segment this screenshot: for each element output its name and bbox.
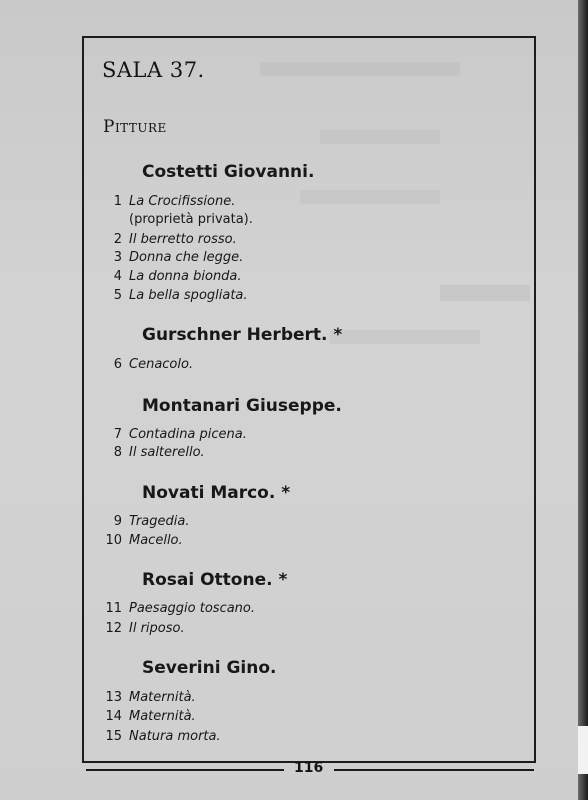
artist-name: Severini Gino. (142, 658, 277, 678)
page-number: 116 (294, 760, 324, 776)
work-number: 10 (105, 533, 122, 548)
sala-title: SALA 37. (102, 58, 205, 82)
footer-rule-left (86, 769, 284, 771)
work-number: 2 (113, 232, 122, 247)
work-number: 11 (105, 601, 122, 616)
work-title: Il salterello. (129, 445, 205, 460)
page-edge-notch (578, 726, 588, 774)
work-note: (proprietà privata). (129, 212, 253, 227)
artist-name: Rosai Ottone. * (142, 570, 288, 590)
footer-rule-right (334, 769, 534, 771)
artist-name: Montanari Giuseppe. (142, 396, 342, 416)
work-title: Maternità. (129, 709, 196, 724)
work-title: La Crocifissione. (129, 194, 236, 209)
work-number: 13 (105, 690, 122, 705)
work-number: 15 (105, 729, 122, 744)
section-title: Pitture (103, 117, 167, 137)
work-number: 4 (113, 269, 122, 284)
work-number: 1 (113, 194, 122, 209)
work-number: 12 (105, 621, 122, 636)
work-number: 8 (113, 445, 122, 460)
artist-name: Novati Marco. * (142, 483, 291, 503)
artist-name: Gurschner Herbert. * (142, 325, 343, 345)
page-edge-shadow (578, 0, 588, 800)
work-title: Paesaggio toscano. (129, 601, 256, 616)
work-title: Il riposo. (129, 621, 185, 636)
work-title: Macello. (129, 533, 183, 548)
work-title: La donna bionda. (129, 269, 242, 284)
work-number: 5 (113, 288, 122, 303)
work-number: 14 (105, 709, 122, 724)
work-number: 7 (113, 427, 122, 442)
work-title: Contadina picena. (129, 427, 247, 442)
work-title: Natura morta. (129, 729, 221, 744)
work-title: Donna che legge. (129, 250, 244, 265)
work-title: La bella spogliata. (129, 288, 248, 303)
work-number: 6 (113, 357, 122, 372)
work-number: 3 (113, 250, 122, 265)
work-title: Tragedia. (129, 514, 190, 529)
work-title: Il berretto rosso. (129, 232, 237, 247)
work-number: 9 (113, 514, 122, 529)
artist-name: Costetti Giovanni. (142, 162, 315, 182)
work-title: Cenacolo. (129, 357, 194, 372)
work-title: Maternità. (129, 690, 196, 705)
